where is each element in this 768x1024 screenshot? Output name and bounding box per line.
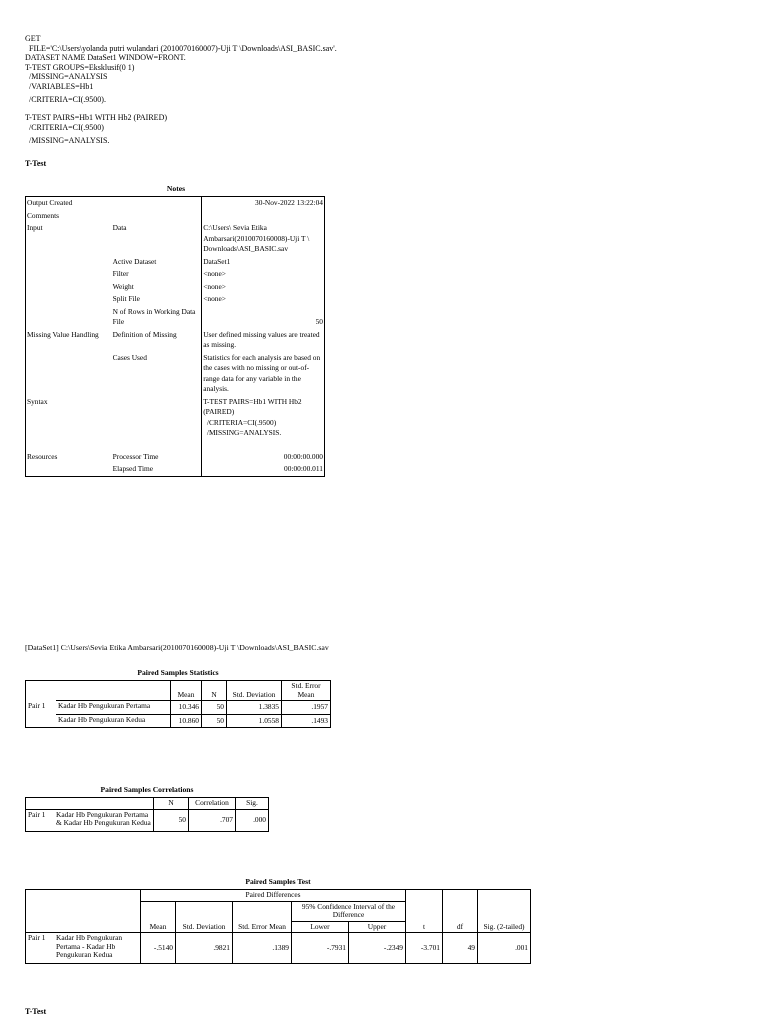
n-rows-value: 50 [202, 306, 325, 329]
syntax-block-2: /CRITERIA=CI(.9500). [25, 95, 106, 104]
notes-row-n-rows [26, 306, 325, 329]
notes-row-output-created [26, 197, 325, 210]
header-sig: Sig. [236, 798, 269, 810]
header-upper: Upper [349, 921, 406, 933]
notes-row-filter [26, 268, 325, 281]
notes-title: Notes [166, 184, 186, 193]
notes-row-definition-missing [26, 329, 325, 352]
notes-row-elapsed-time [26, 463, 325, 476]
paired-corr-title: Paired Samples Correlations [100, 785, 194, 794]
header-mean: Mean [141, 901, 176, 933]
output-created-label: Output Created [27, 198, 73, 207]
comments-label: Comments [27, 210, 60, 220]
notes-row-cases-used [26, 352, 325, 396]
ttest-heading: T-Test [25, 159, 47, 168]
syntax-value: T-TEST PAIRS=Hb1 WITH Hb2 (PAIRED) /CRITERIA=CI(.9500) /MISSING=ANALYSIS. [202, 396, 325, 451]
table-row [26, 714, 331, 728]
upper-value: -.2349 [349, 933, 406, 964]
n-value: 50 [202, 714, 227, 728]
active-dataset-label: Active Dataset [112, 256, 157, 266]
sd-value: 1.3835 [227, 701, 282, 715]
mean-value: -.5140 [141, 933, 176, 964]
ttest-heading-bottom: T-Test [25, 1007, 47, 1016]
sig-value: .001 [478, 933, 531, 964]
elapsed-time-value: 00:00:00.011 [202, 463, 325, 476]
paired-stats-table [25, 680, 331, 728]
row-label: Kadar Hb Pengukuran Pertama - Kadar Hb Pengukuran Kedua [54, 933, 141, 964]
notes-row-weight [26, 281, 325, 294]
header-correlation: Correlation [189, 798, 236, 810]
header-n: N [202, 681, 227, 701]
active-dataset-value: DataSet1 [202, 256, 325, 269]
row-label: Kadar Hb Pengukuran Kedua [56, 714, 171, 728]
pair-label: Pair 1 [26, 933, 55, 964]
paired-stats-header-row [26, 681, 331, 701]
cases-used-value: Statistics for each analysis are based on the cases with no missing or out-of-range data for any variable in the analysis. [202, 352, 325, 396]
paired-test-table [25, 889, 531, 964]
correlation-value: .707 [189, 809, 236, 831]
data-label: Data [112, 223, 127, 232]
header-std-error-mean: Std. Error Mean [233, 901, 292, 933]
se-value: .1957 [282, 701, 331, 715]
mean-value: 10.346 [171, 701, 202, 715]
notes-row-data [26, 222, 325, 256]
header-std-deviation: Std. Deviation [176, 901, 233, 933]
pair-label: Pair 1 [26, 701, 57, 715]
weight-label: Weight [112, 281, 134, 291]
paired-test-title: Paired Samples Test [245, 877, 311, 886]
paired-stats-title: Paired Samples Statistics [137, 668, 219, 677]
paired-differences-header: Paired Differences [141, 890, 406, 902]
sd-value: 1.0558 [227, 714, 282, 728]
header-std-deviation: Std. Deviation [227, 681, 282, 701]
table-row [26, 933, 531, 964]
paired-corr-table [25, 797, 269, 832]
notes-row-comments [26, 210, 325, 223]
processor-time-label: Processor Time [112, 451, 159, 461]
notes-row-processor-time [26, 451, 325, 464]
processor-time-value: 00:00:00.000 [202, 451, 325, 464]
elapsed-time-label: Elapsed Time [112, 464, 154, 473]
se-value: .1389 [233, 933, 292, 964]
split-file-value: <none> [202, 293, 325, 306]
header-std-error-mean: Std. Error Mean [282, 681, 331, 701]
t-value: -3.701 [406, 933, 443, 964]
filter-value: <none> [202, 268, 325, 281]
pair-label: Pair 1 [26, 809, 55, 831]
definition-value: User defined missing values are treated as missing. [202, 329, 325, 352]
header-lower: Lower [292, 921, 349, 933]
header-df: df [443, 890, 478, 933]
paired-test-header-row-1 [26, 890, 531, 902]
resources-label: Resources [27, 451, 58, 461]
sd-value: .9821 [176, 933, 233, 964]
syntax-block-1: GET FILE='C:\Users\yolanda putri wulandari (2010070160007)-Uji T \Downloads\ASI_BASIC.sav'. DATASET NAME DataSet1 WINDOW=FRONT. T-TEST GROUPS=Eksklusif(0 1) /MISSING=ANALYSIS /VARIABLES=Hb1 [25, 34, 337, 91]
se-value: .1493 [282, 714, 331, 728]
notes-table [25, 196, 325, 477]
definition-label: Definition of Missing [112, 329, 177, 339]
table-row [26, 701, 331, 715]
syntax-block-4: /MISSING=ANALYSIS. [25, 136, 110, 145]
paired-corr-header-row [26, 798, 269, 810]
header-n: N [154, 798, 189, 810]
ci-header: 95% Confidence Interval of the Difference [292, 901, 406, 921]
mean-value: 10.860 [171, 714, 202, 728]
n-rows-label: N of Rows in Working Data File [112, 306, 196, 326]
syntax-block-3: T-TEST PAIRS=Hb1 WITH Hb2 (PAIRED) /CRITERIA=CI(.9500) [25, 113, 168, 132]
n-value: 50 [154, 809, 189, 831]
notes-row-active-dataset [26, 256, 325, 269]
header-mean: Mean [171, 681, 202, 701]
row-label: Kadar Hb Pengukuran Pertama [56, 701, 171, 715]
notes-row-syntax [26, 396, 325, 451]
cases-used-label: Cases Used [112, 352, 147, 362]
lower-value: -.7931 [292, 933, 349, 964]
split-file-label: Split File [112, 294, 140, 303]
syntax-label: Syntax [27, 396, 48, 406]
data-value: C:\Users\ Sevia Etika Ambarsari(2010070160008)-Uji T \ Downloads\ASI_BASIC.sav [202, 222, 325, 256]
filter-label: Filter [112, 269, 129, 278]
missing-label: Missing Value Handling [27, 329, 99, 339]
notes-row-split-file [26, 293, 325, 306]
header-t: t [406, 890, 443, 933]
n-value: 50 [202, 701, 227, 715]
row-label: Kadar Hb Pengukuran Pertama & Kadar Hb Pengukuran Kedua [54, 809, 154, 831]
sig-value: .000 [236, 809, 269, 831]
df-value: 49 [443, 933, 478, 964]
header-sig-2-tailed: Sig. (2-tailed) [478, 890, 531, 933]
input-label: Input [27, 223, 43, 232]
table-row [26, 809, 269, 831]
weight-value: <none> [202, 281, 325, 294]
dataset-line: [DataSet1] C:\Users\Sevia Etika Ambarsari(2010070160008)-Uji T \Downloads\ASI_BASIC.sav [25, 643, 329, 652]
output-created-value: 30-Nov-2022 13:22:04 [202, 197, 325, 210]
